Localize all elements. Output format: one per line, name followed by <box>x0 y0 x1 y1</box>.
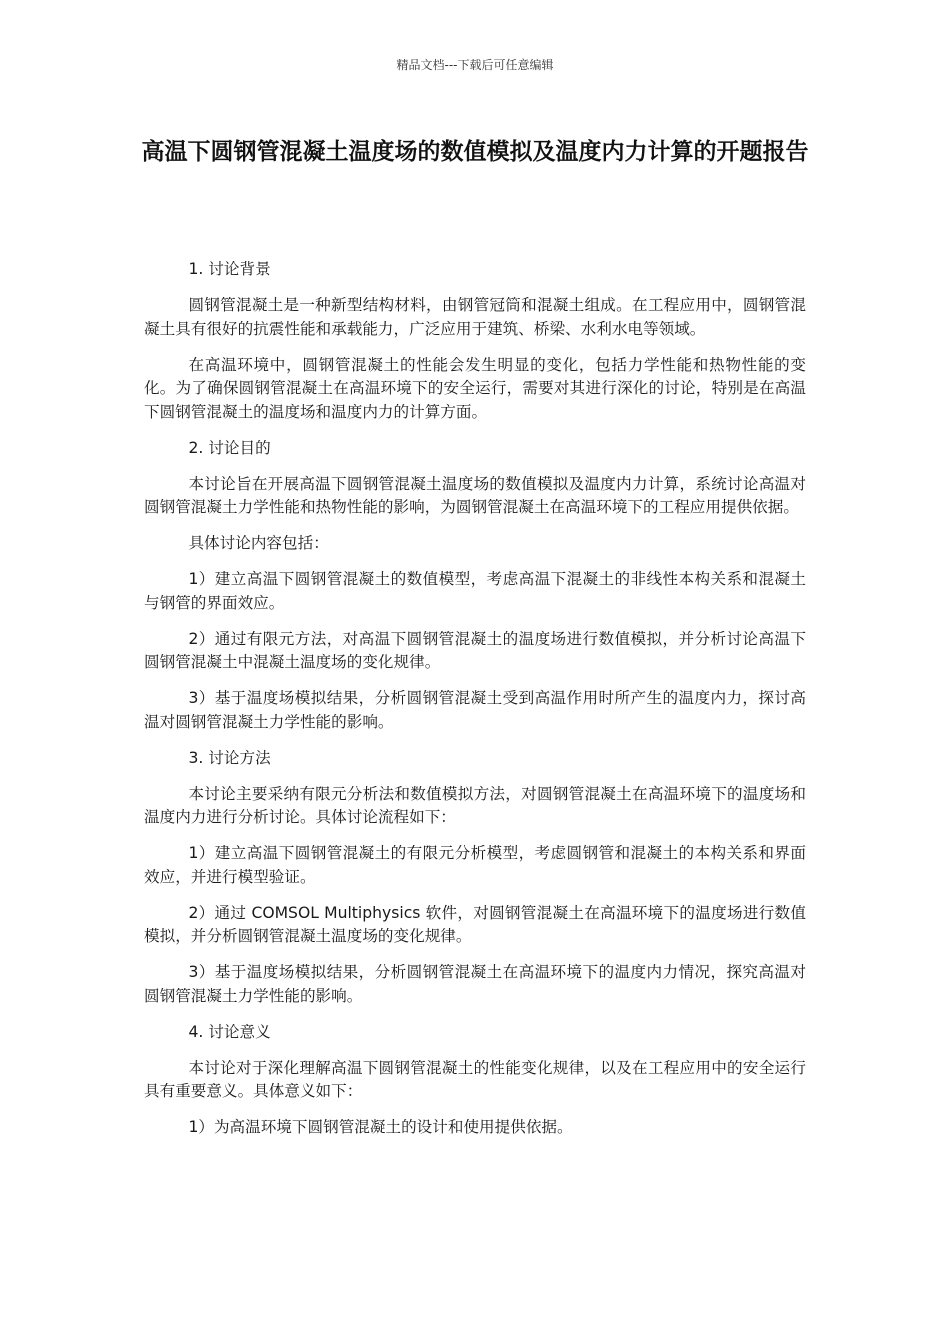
list-item: 2）通过有限元方法，对高温下圆钢管混凝土的温度场进行数值模拟，并分析讨论高温下圆钢管混凝土中混凝土温度场的变化规律。 <box>144 629 806 671</box>
paragraph: 具体讨论内容包括： <box>188 534 329 552</box>
section-heading-background: 1. 讨论背景 <box>188 260 271 278</box>
section-heading-significance: 4. 讨论意义 <box>188 1022 271 1041</box>
list-item: 1）建立高温下圆钢管混凝土的有限元分析模型，考虑圆钢管和混凝土的本构关系和界面效应，并进行模型验证。 <box>144 844 806 886</box>
paragraph: 圆钢管混凝土是一种新型结构材料，由钢管冠筒和混凝土组成。在工程应用中，圆钢管混凝土具有很好的抗震性能和承载能力，广泛应用于建筑、桥梁、水利水电等领域。 <box>144 296 806 338</box>
document-title: 高温下圆钢管混凝土温度场的数值模拟及温度内力计算的开题报告 <box>141 139 809 165</box>
list-item: 2）通过 COMSOL Multiphysics 软件，对圆钢管混凝土在高温环境下的温度场进行数值模拟，并分析圆钢管混凝土温度场的变化规律。 <box>144 903 806 945</box>
section-heading-method: 3. 讨论方法 <box>188 748 271 767</box>
list-item: 3）基于温度场模拟结果，分析圆钢管混凝土受到高温作用时所产生的温度内力，探讨高温对圆钢管混凝土力学性能的影响。 <box>144 689 806 731</box>
list-item: 1）为高温环境下圆钢管混凝土的设计和使用提供依据。 <box>188 1118 573 1136</box>
section-heading-purpose: 2. 讨论目的 <box>188 438 271 457</box>
paragraph: 本讨论对于深化理解高温下圆钢管混凝土的性能变化规律，以及在工程应用中的安全运行具有重要意义。具体意义如下： <box>144 1058 806 1100</box>
header-note: 精品文档---下载后可任意编辑 <box>396 58 554 72</box>
list-item: 1）建立高温下圆钢管混凝土的数值模型，考虑高温下混凝土的非线性本构关系和混凝土与钢管的界面效应。 <box>144 570 806 612</box>
paragraph: 在高温环境中，圆钢管混凝土的性能会发生明显的变化，包括力学性能和热物性能的变化。为了确保圆钢管混凝土在高温环境下的安全运行，需要对其进行深化的讨论，特别是在高温下圆钢管混凝土的温度场和温度内力的计算方面。 <box>144 355 806 421</box>
document-body <box>144 258 806 1152</box>
paragraph: 本讨论旨在开展高温下圆钢管混凝土温度场的数值模拟及温度内力计算，系统讨论高温对圆钢管混凝土力学性能和热物性能的影响，为圆钢管混凝土在高温环境下的工程应用提供依据。 <box>144 474 806 516</box>
list-item: 3）基于温度场模拟结果，分析圆钢管混凝土在高温环境下的温度内力情况，探究高温对圆钢管混凝土力学性能的影响。 <box>144 963 806 1005</box>
paragraph: 本讨论主要采纳有限元分析法和数值模拟方法，对圆钢管混凝土在高温环境下的温度场和温度内力进行分析讨论。具体讨论流程如下： <box>144 784 806 826</box>
